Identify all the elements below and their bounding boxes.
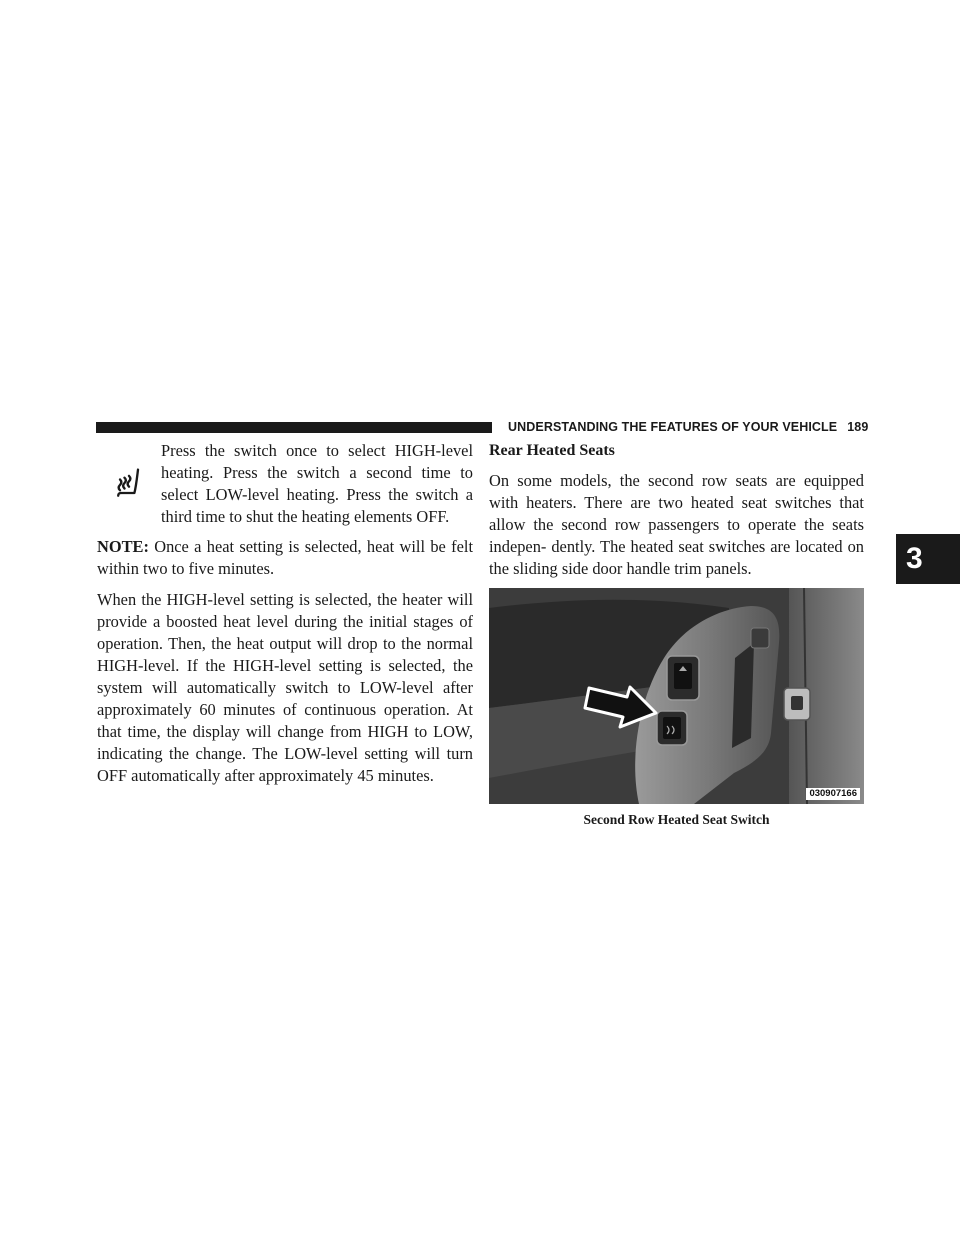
section-title: UNDERSTANDING THE FEATURES OF YOUR VEHICLE xyxy=(508,420,838,434)
door-trim-illustration xyxy=(489,588,864,804)
section-heading: Rear Heated Seats xyxy=(489,442,615,459)
note-text: Once a heat setting is selected, heat will be felt within two to five minutes. xyxy=(97,537,473,578)
icon-paragraph: Press the switch once to select HIGH-level heating. Press the switch a second time to select LOW-level heating. Press the switch a third time to shut the heating elements OFF. xyxy=(161,441,473,526)
figure-caption: Second Row Heated Seat Switch xyxy=(583,812,770,827)
page-number: 189 xyxy=(847,420,869,434)
chapter-tab: 3 xyxy=(896,534,960,584)
header-rule xyxy=(96,422,492,433)
right-column xyxy=(489,440,864,830)
heated-seat-instructions xyxy=(97,440,473,528)
running-header xyxy=(508,419,869,435)
left-column xyxy=(97,440,473,787)
note-paragraph xyxy=(97,536,473,580)
high-level-paragraph: When the HIGH-level setting is selected, the heater will provide a boosted heat level during the initial stages of operation. Then, the heat output will drop to the normal HIGH-level. If the HIGH-level setting is selected, the system will automatically switch to LOW-level after approximately 60 minutes of continuous operation. At that time, the display will change from HIGH to LOW, indicating the change. The LOW-level setting will turn OFF automatically after approximately 45 minutes. xyxy=(97,590,473,785)
door-handle-figure xyxy=(489,588,864,804)
rear-heated-seats-paragraph: On some models, the second row seats are equipped with heaters. There are two heated seat switches that allow the second row passengers to operate the seats indepen- dently. The heated seat switches are located on the sliding side door handle trim panels. xyxy=(489,471,864,578)
note-label: NOTE: xyxy=(97,537,149,556)
figure-code: 030907166 xyxy=(806,788,860,800)
heated-seat-icon xyxy=(97,440,161,528)
